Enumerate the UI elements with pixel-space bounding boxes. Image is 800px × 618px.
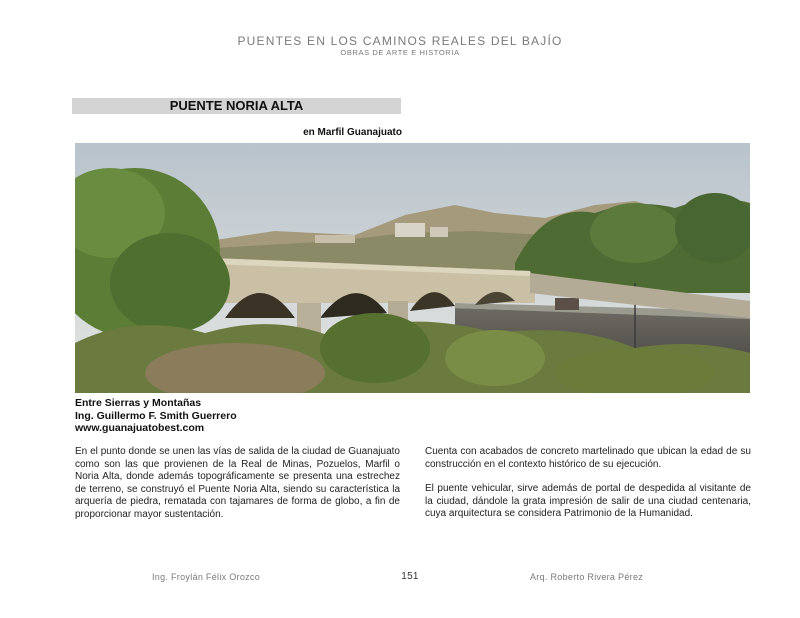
footer-left-author: Ing. Froylán Félix Orozco <box>152 572 261 582</box>
caption-line: Ing. Guillermo F. Smith Guerrero <box>75 409 237 422</box>
photo-caption <box>75 397 405 435</box>
running-header-title: PUENTES EN LOS CAMINOS REALES DEL BAJÍO <box>237 34 563 48</box>
caption-line: www.guanajuatobest.com <box>75 422 205 434</box>
article-title: PUENTE NORIA ALTA <box>169 98 304 113</box>
paragraph: Cuenta con acabados de concreto martelinado que ubican la edad de su construcción en el contexto histórico de su ejecución. <box>425 446 751 470</box>
article-location: en Marfil Guanajuato <box>303 127 402 138</box>
page-number: 151 <box>401 571 419 582</box>
paragraph: El puente vehicular, sirve además de portal de despedida al visitante de la ciudad, dándole la grata impresión de salir de una ciudad centenaria, cuya arquitectura se considera Patrimonio de la Humanidad. <box>425 483 751 520</box>
left-column <box>75 446 400 534</box>
footer-right-author: Arq. Roberto Rivera Pérez <box>530 572 644 582</box>
right-column <box>425 446 751 533</box>
caption-line: Entre Sierras y Montañas <box>75 397 202 409</box>
bridge-photo <box>75 143 750 393</box>
running-header-subtitle: OBRAS DE ARTE E HISTORIA <box>340 48 460 57</box>
paragraph: En el punto donde se unen las vías de salida de la ciudad de Guanajuato como son las que provienen de la Real de Minas, Pozuelos, Marfil o Noria Alta, donde además topográficamente se presenta una estrechez de terreno, se construyó el Puente Noria Alta, siendo su característica la arquería de piedra, rematada con tajamares de forma de globo, a fin de proporcionar mayor sustentación. <box>75 446 400 520</box>
